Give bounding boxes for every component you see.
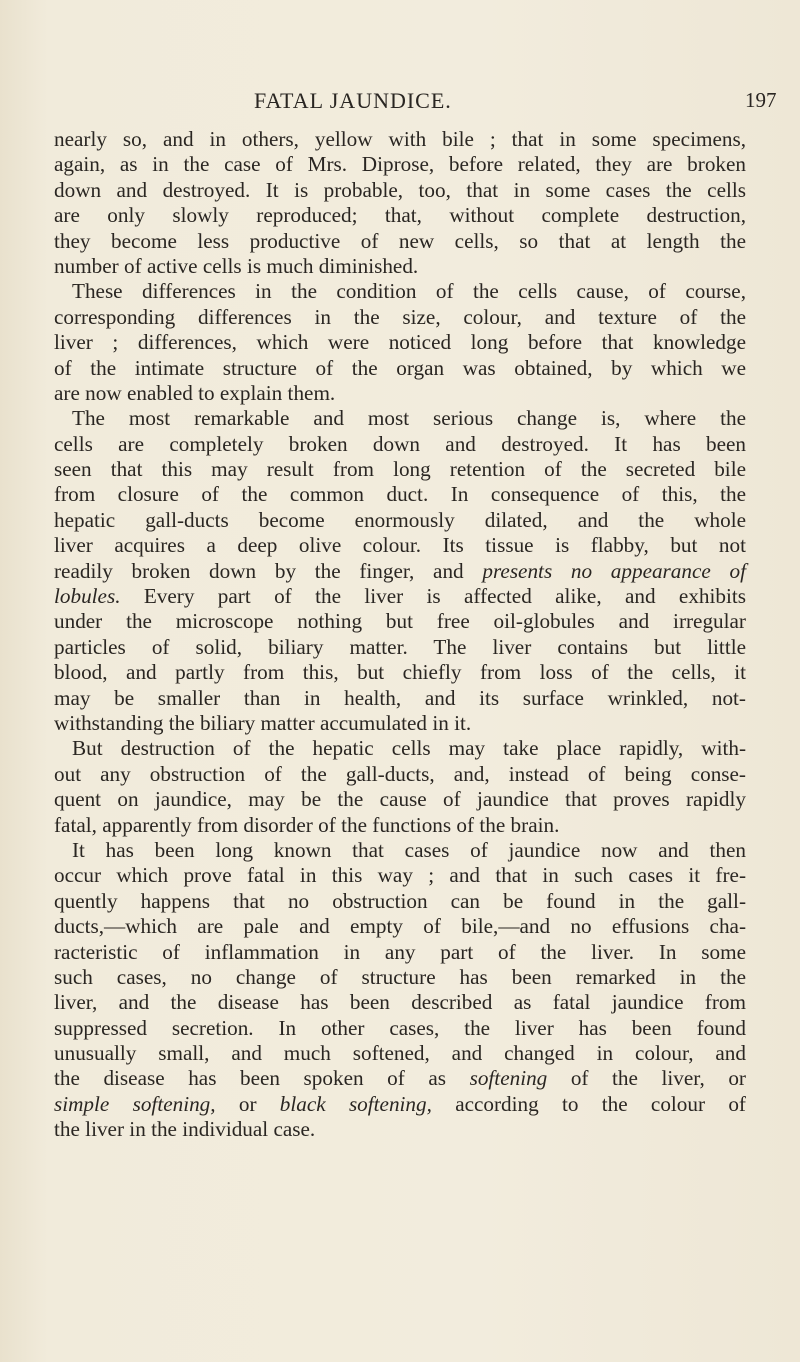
text-line bbox=[54, 457, 746, 482]
text-line bbox=[54, 381, 746, 406]
text-line bbox=[54, 660, 746, 685]
text-segment: The most remarkable and most serious change is, where the bbox=[72, 406, 746, 431]
text-segment: readily broken down by the finger, and bbox=[54, 558, 483, 583]
text-segment: out any obstruction of the gall-ducts, and, instead of being conse- bbox=[54, 761, 746, 786]
text-segment: racteristic of inflammation in any part of the liver. In some bbox=[54, 939, 746, 964]
text-line bbox=[54, 254, 746, 279]
text-segment: corresponding differences in the size, colour, and texture of the bbox=[54, 304, 746, 329]
text-segment: down and destroyed. It is probable, too, that in some cases the cells bbox=[54, 177, 746, 202]
text-segment: are now enabled to explain them. bbox=[54, 380, 336, 405]
text-line bbox=[54, 508, 746, 533]
text-line bbox=[54, 838, 746, 863]
text-line bbox=[54, 736, 746, 761]
text-segment: seen that this may result from long retention of the secreted bile bbox=[54, 457, 746, 482]
text-line bbox=[54, 203, 746, 228]
text-line bbox=[54, 609, 746, 634]
text-segment: liver acquires a deep olive colour. Its tissue is flabby, but not bbox=[54, 533, 746, 558]
text-line bbox=[54, 863, 746, 888]
text-line bbox=[54, 229, 746, 254]
text-segment: are only slowly reproduced; that, without complete destruction, bbox=[54, 203, 746, 228]
text-line bbox=[54, 787, 746, 812]
text-line bbox=[54, 356, 746, 381]
text-segment: such cases, no change of structure has been remarked in the bbox=[54, 964, 746, 989]
text-segment: may be smaller than in health, and its surface wrinkled, not- bbox=[54, 685, 746, 710]
text-line bbox=[54, 152, 746, 177]
text-segment: of the liver, or bbox=[547, 1066, 746, 1091]
text-segment: suppressed secretion. In other cases, the liver has been found bbox=[54, 1015, 746, 1040]
text-segment: But destruction of the hepatic cells may take place rapidly, with- bbox=[72, 736, 746, 761]
text-line bbox=[54, 584, 746, 609]
text-line bbox=[54, 914, 746, 939]
text-line bbox=[54, 686, 746, 711]
italic-text: presents no appearance of bbox=[482, 558, 746, 583]
text-segment: according to the colour of bbox=[431, 1091, 746, 1116]
page-number: 197 bbox=[745, 88, 777, 112]
text-line bbox=[54, 990, 746, 1015]
text-line bbox=[54, 559, 746, 584]
text-line bbox=[54, 305, 746, 330]
text-segment: hepatic gall-ducts become enormously dilated, and the whole bbox=[54, 507, 746, 532]
text-segment: withstanding the biliary matter accumulated in it. bbox=[54, 710, 472, 735]
text-segment: liver, and the disease has been described as fatal jaundice from bbox=[54, 990, 746, 1015]
text-line bbox=[54, 533, 746, 558]
text-segment: the disease has been spoken of as bbox=[54, 1066, 470, 1091]
text-line bbox=[54, 889, 746, 914]
text-segment: of the intimate structure of the organ was obtained, by which we bbox=[54, 355, 746, 380]
text-line bbox=[54, 965, 746, 990]
text-segment: number of active cells is much diminished. bbox=[54, 253, 419, 278]
text-segment: quent on jaundice, may be the cause of jaundice that proves rapidly bbox=[54, 787, 746, 812]
text-segment: they become less productive of new cells, so that at length the bbox=[54, 228, 746, 253]
text-segment: occur which prove fatal in this way ; and that in such cases it fre- bbox=[54, 863, 746, 888]
text-segment: unusually small, and much softened, and changed in colour, and bbox=[54, 1041, 746, 1066]
text-segment: particles of solid, biliary matter. The liver contains but little bbox=[54, 634, 746, 659]
text-segment: These differences in the condition of the cells cause, of course, bbox=[72, 279, 746, 304]
text-line bbox=[54, 813, 746, 838]
text-line bbox=[54, 1066, 746, 1091]
text-line bbox=[54, 1041, 746, 1066]
italic-text: simple softening, bbox=[54, 1091, 216, 1116]
text-segment: the liver in the individual case. bbox=[54, 1117, 316, 1142]
text-segment: or bbox=[215, 1091, 280, 1116]
text-line bbox=[54, 940, 746, 965]
text-segment: nearly so, and in others, yellow with bile ; that in some specimens, bbox=[54, 127, 746, 151]
text-segment: from closure of the common duct. In consequence of this, the bbox=[54, 482, 746, 507]
body-text bbox=[54, 127, 746, 1143]
text-segment: blood, and partly from this, but chiefly from loss of the cells, it bbox=[54, 660, 746, 685]
text-line bbox=[54, 330, 746, 355]
running-title: FATAL JAUNDICE. bbox=[254, 88, 452, 113]
text-segment: ducts,—which are pale and empty of bile,—and no effusions cha- bbox=[54, 914, 746, 939]
text-line bbox=[54, 432, 746, 457]
text-line bbox=[54, 711, 746, 736]
italic-text: black softening, bbox=[279, 1091, 432, 1116]
text-segment: under the microscope nothing but free oil-globules and irregular bbox=[54, 609, 746, 634]
text-line bbox=[54, 762, 746, 787]
text-line bbox=[54, 127, 746, 152]
text-segment: fatal, apparently from disorder of the functions of the brain. bbox=[54, 812, 560, 837]
text-line bbox=[54, 635, 746, 660]
text-line bbox=[54, 1117, 746, 1142]
text-line bbox=[54, 279, 746, 304]
italic-text: lobules. bbox=[54, 584, 121, 609]
text-segment: It has been long known that cases of jaundice now and then bbox=[72, 837, 746, 862]
page-header bbox=[0, 88, 800, 118]
text-line bbox=[54, 1016, 746, 1041]
text-segment: quently happens that no obstruction can be found in the gall- bbox=[54, 888, 746, 913]
text-segment: liver ; differences, which were noticed long before that knowledge bbox=[54, 330, 746, 355]
text-segment: again, as in the case of Mrs. Diprose, before related, they are broken bbox=[54, 152, 746, 177]
text-line bbox=[54, 482, 746, 507]
text-line bbox=[54, 406, 746, 431]
text-segment: cells are completely broken down and destroyed. It has been bbox=[54, 431, 746, 456]
italic-text: softening bbox=[469, 1066, 548, 1091]
text-line bbox=[54, 178, 746, 203]
text-segment: Every part of the liver is affected alike, and exhibits bbox=[120, 584, 746, 609]
text-line bbox=[54, 1092, 746, 1117]
